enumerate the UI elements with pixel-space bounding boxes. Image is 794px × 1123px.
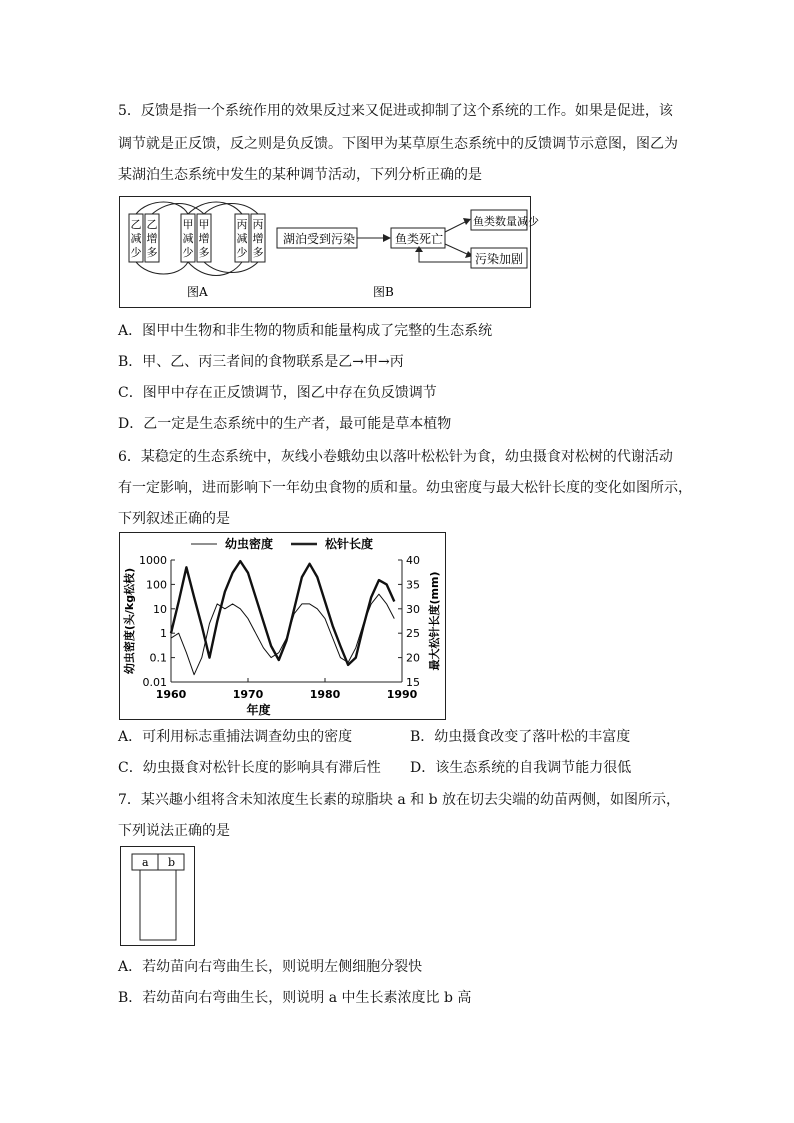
y-left-tick-label: 0.1	[149, 651, 167, 665]
q6-line-1: 6．某稳定的生态系统中，灰线小卷蛾幼虫以落叶松松针为食，幼虫摄食对松树的代谢活动	[118, 449, 673, 465]
legend-label-density: 幼虫密度	[225, 537, 274, 551]
y-right-tick-label: 40	[406, 554, 420, 567]
q5-option-b: B．甲、乙、丙三者间的食物联系是乙→甲→丙	[118, 354, 404, 370]
figA-box-char: 少	[182, 246, 194, 259]
figA-box-char: 减	[182, 232, 194, 245]
figB-box-pollution-text: 湖泊受到污染	[283, 232, 356, 246]
figA-box-char: 乙	[130, 218, 142, 231]
q5-line-1: 5．反馈是指一个系统作用的效果反过来又促进或抑制了这个系统的工作。如果是促进，该	[118, 103, 673, 119]
figA-box-char: 多	[198, 246, 210, 259]
q5-line-2: 调节就是正反馈，反之则是负反馈。下图甲为某草原生态系统中的反馈调节示意图，图乙为	[118, 136, 678, 152]
y-left-axis-label: 幼虫密度(头/kg松枝)	[123, 567, 136, 675]
y-right-axis-label: 最大松针长度(mm)	[428, 571, 441, 671]
seedling-figure	[120, 846, 195, 946]
x-tick-label: 1990	[386, 688, 418, 701]
q5-option-d: D．乙一定是生态系统中的生产者，最可能是草本植物	[118, 416, 452, 432]
x-axis-label: 年度	[246, 703, 271, 717]
q5-option-a: A．图甲中生物和非生物的物质和能量构成了完整的生态系统	[118, 323, 493, 339]
figA-box-char: 丙	[236, 218, 248, 231]
q6-option-a: A．可利用标志重捕法调查幼虫的密度	[118, 729, 353, 745]
q6-option-b: B．幼虫摄食改变了落叶松的丰富度	[410, 729, 631, 745]
y-right-tick-label: 15	[406, 676, 420, 689]
y-left-tick-label: 1000	[139, 554, 167, 567]
x-tick-label: 1970	[232, 688, 264, 701]
q6-line-2: 有一定影响，进而影响下一年幼虫食物的质和量。幼虫密度与最大松针长度的变化如图所示，	[118, 480, 692, 496]
agar-block-a-label: a	[142, 856, 149, 869]
figA-box-char: 少	[236, 246, 248, 259]
figA-boxes	[129, 214, 265, 262]
figA-box-char: 多	[252, 246, 264, 259]
figA-box-char: 增	[252, 232, 264, 245]
figA-box-char: 乙	[146, 218, 158, 231]
figA-box-char: 增	[146, 232, 158, 245]
figA-box-char: 减	[236, 232, 248, 245]
y-left-tick-label: 1	[160, 627, 167, 641]
figB-box-fish-death-text: 鱼类死亡	[395, 232, 444, 246]
figA-box-char: 甲	[198, 218, 210, 231]
figB-box-pollution-worse-text: 污染加剧	[475, 252, 524, 266]
figB-label: 图B	[373, 285, 394, 299]
q7-line-2: 下列说法正确的是	[118, 823, 230, 839]
q7-line-1: 7．某兴趣小组将含未知浓度生长素的琼脂块 a 和 b 放在切去尖端的幼苗两侧，如图所示，	[118, 792, 681, 808]
q6-line-3: 下列叙述正确的是	[118, 511, 230, 527]
q7-option-a: A．若幼苗向右弯曲生长，则说明左侧细胞分裂快	[118, 959, 423, 975]
y-left-tick-label: 0.01	[142, 676, 167, 689]
q6-option-c: C．幼虫摄食对松针长度的影响具有滞后性	[118, 760, 381, 776]
figA-box-char: 增	[198, 232, 210, 245]
x-tick-label: 1980	[309, 688, 341, 701]
y-right-tick-label: 25	[406, 627, 420, 641]
x-tick-label: 1960	[155, 688, 187, 701]
q7-option-b: B．若幼苗向右弯曲生长，则说明 a 中生长素浓度比 b 高	[118, 990, 472, 1006]
figA-box-char: 甲	[182, 218, 194, 231]
seedling-stem	[140, 870, 176, 940]
density-length-chart	[119, 532, 446, 720]
agar-block-b-label: b	[168, 856, 176, 869]
y-right-tick-label: 20	[406, 651, 420, 665]
q5-line-3: 某湖泊生态系统中发生的某种调节活动，下列分析正确的是	[118, 167, 482, 183]
figA-box-char: 多	[146, 246, 158, 259]
legend-label-length: 松针长度	[325, 537, 374, 551]
figA-label: 图A	[187, 285, 208, 299]
y-right-tick-label: 30	[406, 602, 420, 616]
figB-box-fish-decrease-text: 鱼类数量减少	[473, 215, 539, 228]
q5-option-c: C．图甲中存在正反馈调节，图乙中存在负反馈调节	[118, 385, 437, 401]
feedback-figure	[119, 196, 539, 308]
figA-box-char: 丙	[252, 218, 264, 231]
figA-box-char: 减	[130, 232, 142, 245]
q6-option-d: D．该生态系统的自我调节能力很低	[410, 760, 632, 776]
y-left-tick-label: 10	[153, 602, 167, 616]
figA-box-char: 少	[130, 246, 142, 259]
y-left-tick-label: 100	[146, 578, 167, 592]
y-right-tick-label: 35	[406, 578, 420, 592]
